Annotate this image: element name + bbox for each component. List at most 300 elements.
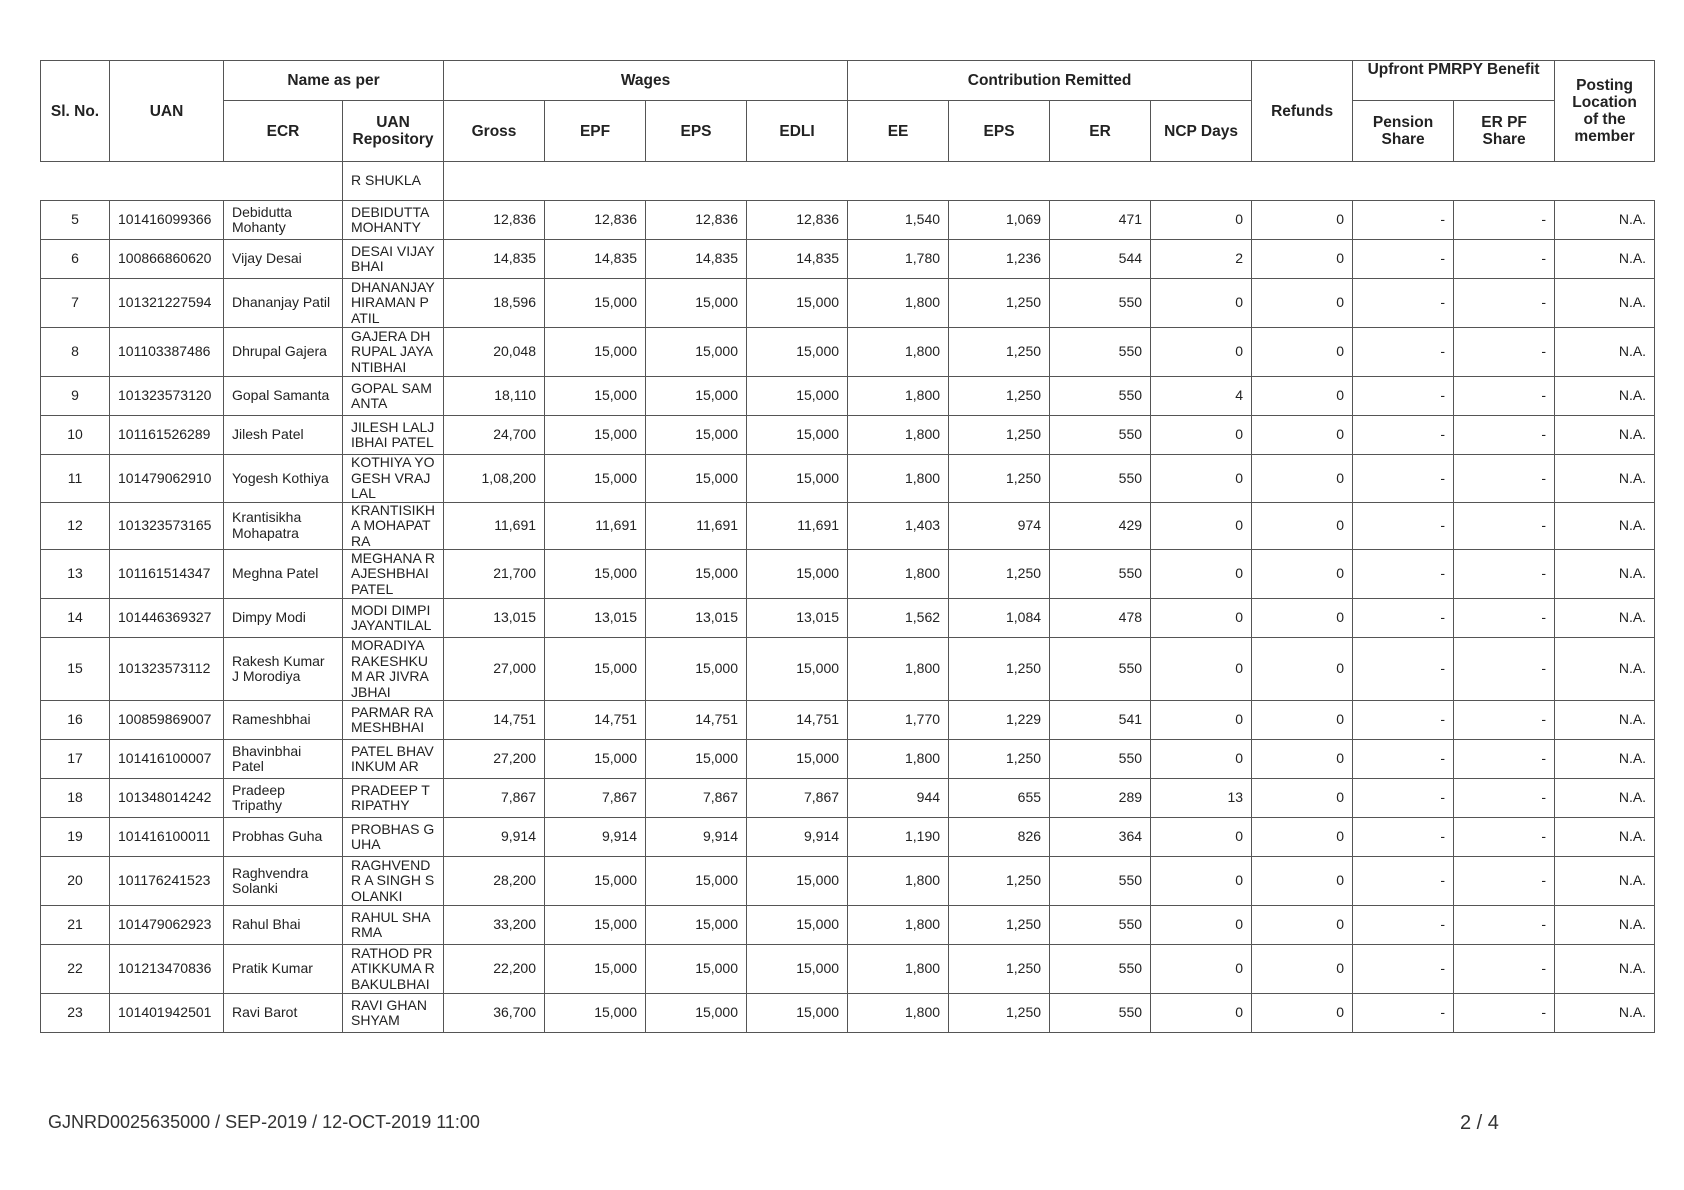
- uan-repository-name-cell: DHANANJAY HIRAMAN PATIL: [343, 279, 444, 328]
- pension-share-cell: -: [1353, 994, 1454, 1033]
- uan-cell: 101323573165: [110, 502, 224, 550]
- refunds-cell: 0: [1252, 455, 1353, 503]
- ecr-name-cell: Krantisikha Mohapatra: [224, 502, 343, 550]
- er-pf-share-cell: -: [1454, 599, 1555, 638]
- eps-contribution-cell: 1,250: [949, 906, 1050, 945]
- eps-contribution-cell: 1,069: [949, 201, 1050, 240]
- posting-location-cell: N.A.: [1555, 740, 1655, 779]
- table-row: [41, 550, 1655, 599]
- eps-contribution-cell: 1,250: [949, 857, 1050, 906]
- eps-wages-cell: 15,000: [646, 416, 747, 455]
- ecr-name-cell: Vijay Desai: [224, 240, 343, 279]
- er-contribution-cell: 550: [1050, 945, 1151, 994]
- epf-wages-cell: 13,015: [545, 599, 646, 638]
- ee-contribution-cell: 1,800: [848, 906, 949, 945]
- sl-no-cell: 21: [41, 906, 110, 945]
- uan-cell: 100866860620: [110, 240, 224, 279]
- refunds-cell: 0: [1252, 906, 1353, 945]
- er-pf-share-cell: -: [1454, 994, 1555, 1033]
- pension-share-cell: -: [1353, 599, 1454, 638]
- edli-wages-cell: 15,000: [747, 550, 848, 599]
- header-wages: Wages: [444, 61, 848, 101]
- ncp-days-cell: 13: [1151, 779, 1252, 818]
- refunds-cell: 0: [1252, 857, 1353, 906]
- table-row: [41, 599, 1655, 638]
- refunds-cell: 0: [1252, 416, 1353, 455]
- header-ee: EE: [848, 101, 949, 162]
- uan-cell: 101348014242: [110, 779, 224, 818]
- edli-wages-cell: 9,914: [747, 818, 848, 857]
- er-pf-share-cell: -: [1454, 638, 1555, 701]
- ncp-days-cell: 0: [1151, 818, 1252, 857]
- pension-share-cell: -: [1353, 416, 1454, 455]
- pension-share-cell: -: [1353, 740, 1454, 779]
- er-contribution-cell: 550: [1050, 857, 1151, 906]
- er-pf-share-cell: -: [1454, 240, 1555, 279]
- posting-location-cell: N.A.: [1555, 502, 1655, 550]
- gross-wages-cell: 12,836: [444, 201, 545, 240]
- refunds-cell: 0: [1252, 550, 1353, 599]
- posting-location-cell: N.A.: [1555, 377, 1655, 416]
- header-eps-contribution: EPS: [949, 101, 1050, 162]
- eps-wages-cell: 15,000: [646, 857, 747, 906]
- ee-contribution-cell: 1,800: [848, 638, 949, 701]
- ee-contribution-cell: 1,403: [848, 502, 949, 550]
- epf-wages-cell: 14,751: [545, 701, 646, 740]
- er-pf-share-cell: -: [1454, 377, 1555, 416]
- eps-contribution-cell: 1,250: [949, 994, 1050, 1033]
- er-contribution-cell: 550: [1050, 994, 1151, 1033]
- epf-wages-cell: 9,914: [545, 818, 646, 857]
- pension-share-cell: -: [1353, 550, 1454, 599]
- ncp-days-cell: 0: [1151, 599, 1252, 638]
- ecr-name-cell: Pratik Kumar: [224, 945, 343, 994]
- ee-contribution-cell: 1,800: [848, 416, 949, 455]
- ecr-name-cell: Rameshbhai: [224, 701, 343, 740]
- eps-contribution-cell: 1,250: [949, 328, 1050, 377]
- pension-share-cell: -: [1353, 455, 1454, 503]
- uan-cell: 101479062923: [110, 906, 224, 945]
- gross-wages-cell: 28,200: [444, 857, 545, 906]
- er-pf-share-cell: -: [1454, 502, 1555, 550]
- er-contribution-cell: 550: [1050, 740, 1151, 779]
- uan-repository-name-cell: PROBHAS GUHA: [343, 818, 444, 857]
- eps-wages-cell: 15,000: [646, 740, 747, 779]
- ee-contribution-cell: 1,800: [848, 550, 949, 599]
- eps-wages-cell: 7,867: [646, 779, 747, 818]
- table-row: [41, 857, 1655, 906]
- eps-contribution-cell: 1,250: [949, 455, 1050, 503]
- table-row: [41, 279, 1655, 328]
- epf-wages-cell: 15,000: [545, 550, 646, 599]
- er-contribution-cell: 364: [1050, 818, 1151, 857]
- eps-contribution-cell: 1,229: [949, 701, 1050, 740]
- table-row: [41, 994, 1655, 1033]
- ee-contribution-cell: 1,800: [848, 857, 949, 906]
- header-er-pf-share: ER PF Share: [1454, 101, 1555, 162]
- eps-contribution-cell: 1,250: [949, 416, 1050, 455]
- ecr-name-cell: Yogesh Kothiya: [224, 455, 343, 503]
- gross-wages-cell: 7,867: [444, 779, 545, 818]
- er-pf-share-cell: -: [1454, 701, 1555, 740]
- uan-cell: 101321227594: [110, 279, 224, 328]
- ee-contribution-cell: 1,780: [848, 240, 949, 279]
- pension-share-cell: -: [1353, 779, 1454, 818]
- sl-no-cell: 5: [41, 201, 110, 240]
- sl-no-cell: 18: [41, 779, 110, 818]
- er-pf-share-cell: -: [1454, 279, 1555, 328]
- pension-share-cell: -: [1353, 945, 1454, 994]
- ecr-name-cell: Debidutta Mohanty: [224, 201, 343, 240]
- posting-location-cell: N.A.: [1555, 857, 1655, 906]
- uan-repository-name-cell: PRADEEP TRIPATHY: [343, 779, 444, 818]
- uan-repository-name-cell: RAVI GHANSHYAM: [343, 994, 444, 1033]
- edli-wages-cell: 15,000: [747, 328, 848, 377]
- posting-location-cell: N.A.: [1555, 599, 1655, 638]
- uan-repository-name-cell: DEBIDUTTA MOHANTY: [343, 201, 444, 240]
- table-row: [41, 818, 1655, 857]
- table-row: [41, 945, 1655, 994]
- ncp-days-cell: 0: [1151, 701, 1252, 740]
- sl-no-cell: 8: [41, 328, 110, 377]
- epf-wages-cell: 15,000: [545, 377, 646, 416]
- ee-contribution-cell: 1,562: [848, 599, 949, 638]
- uan-cell: 101416100007: [110, 740, 224, 779]
- er-contribution-cell: 550: [1050, 328, 1151, 377]
- header-contribution-remitted: Contribution Remitted: [848, 61, 1252, 101]
- eps-contribution-cell: 1,250: [949, 945, 1050, 994]
- epf-wages-cell: 11,691: [545, 502, 646, 550]
- posting-location-cell: N.A.: [1555, 279, 1655, 328]
- table-row: [41, 201, 1655, 240]
- eps-contribution-cell: 1,250: [949, 550, 1050, 599]
- ecr-name-cell: Bhavinbhai Patel: [224, 740, 343, 779]
- edli-wages-cell: 15,000: [747, 279, 848, 328]
- gross-wages-cell: 21,700: [444, 550, 545, 599]
- gross-wages-cell: 18,596: [444, 279, 545, 328]
- refunds-cell: 0: [1252, 279, 1353, 328]
- edli-wages-cell: 15,000: [747, 638, 848, 701]
- refunds-cell: 0: [1252, 701, 1353, 740]
- ecr-contribution-table: [40, 60, 1655, 1033]
- edli-wages-cell: 14,835: [747, 240, 848, 279]
- gross-wages-cell: 13,015: [444, 599, 545, 638]
- ecr-name-cell: Probhas Guha: [224, 818, 343, 857]
- refunds-cell: 0: [1252, 201, 1353, 240]
- eps-contribution-cell: 1,250: [949, 377, 1050, 416]
- edli-wages-cell: 15,000: [747, 994, 848, 1033]
- pension-share-cell: -: [1353, 638, 1454, 701]
- posting-location-cell: N.A.: [1555, 328, 1655, 377]
- gross-wages-cell: 27,000: [444, 638, 545, 701]
- er-contribution-cell: 471: [1050, 201, 1151, 240]
- gross-wages-cell: 27,200: [444, 740, 545, 779]
- ee-contribution-cell: 1,190: [848, 818, 949, 857]
- eps-wages-cell: 15,000: [646, 328, 747, 377]
- sl-no-cell: 10: [41, 416, 110, 455]
- gross-wages-cell: 9,914: [444, 818, 545, 857]
- eps-wages-cell: 15,000: [646, 455, 747, 503]
- sl-no-cell: 15: [41, 638, 110, 701]
- ncp-days-cell: 0: [1151, 906, 1252, 945]
- er-contribution-cell: 550: [1050, 550, 1151, 599]
- uan-repository-name-cell: KRANTISIKHA MOHAPATRA: [343, 502, 444, 550]
- ecr-name-cell: Rakesh Kumar J Morodiya: [224, 638, 343, 701]
- ncp-days-cell: 0: [1151, 328, 1252, 377]
- epf-wages-cell: 15,000: [545, 994, 646, 1033]
- ncp-days-cell: 0: [1151, 279, 1252, 328]
- epf-wages-cell: 15,000: [545, 945, 646, 994]
- er-pf-share-cell: -: [1454, 857, 1555, 906]
- eps-wages-cell: 14,751: [646, 701, 747, 740]
- epf-wages-cell: 7,867: [545, 779, 646, 818]
- header-epf: EPF: [545, 101, 646, 162]
- epf-wages-cell: 15,000: [545, 740, 646, 779]
- er-contribution-cell: 550: [1050, 377, 1151, 416]
- header-gross: Gross: [444, 101, 545, 162]
- er-contribution-cell: 550: [1050, 416, 1151, 455]
- refunds-cell: 0: [1252, 638, 1353, 701]
- gross-wages-cell: 11,691: [444, 502, 545, 550]
- header-edli: EDLI: [747, 101, 848, 162]
- gross-wages-cell: 14,835: [444, 240, 545, 279]
- ncp-days-cell: 0: [1151, 502, 1252, 550]
- sl-no-cell: 13: [41, 550, 110, 599]
- ecr-name-cell: Meghna Patel: [224, 550, 343, 599]
- gross-wages-cell: 22,200: [444, 945, 545, 994]
- pension-share-cell: -: [1353, 857, 1454, 906]
- ecr-name-cell: Ravi Barot: [224, 994, 343, 1033]
- ncp-days-cell: 0: [1151, 550, 1252, 599]
- header-sl-no: Sl. No.: [41, 61, 110, 162]
- uan-cell: 101479062910: [110, 455, 224, 503]
- sl-no-cell: 22: [41, 945, 110, 994]
- eps-wages-cell: 15,000: [646, 638, 747, 701]
- uan-repository-name-cell: KOTHIYA YOGESH VRAJLAL: [343, 455, 444, 503]
- refunds-cell: 0: [1252, 502, 1353, 550]
- pension-share-cell: -: [1353, 279, 1454, 328]
- eps-wages-cell: 15,000: [646, 994, 747, 1033]
- ncp-days-cell: 0: [1151, 201, 1252, 240]
- er-pf-share-cell: -: [1454, 550, 1555, 599]
- sl-no-cell: 17: [41, 740, 110, 779]
- er-pf-share-cell: -: [1454, 906, 1555, 945]
- refunds-cell: 0: [1252, 740, 1353, 779]
- edli-wages-cell: 7,867: [747, 779, 848, 818]
- sl-no-cell: 23: [41, 994, 110, 1033]
- refunds-cell: 0: [1252, 994, 1353, 1033]
- er-contribution-cell: 429: [1050, 502, 1151, 550]
- refunds-cell: 0: [1252, 377, 1353, 416]
- refunds-cell: 0: [1252, 818, 1353, 857]
- er-pf-share-cell: -: [1454, 945, 1555, 994]
- eps-wages-cell: 15,000: [646, 279, 747, 328]
- pension-share-cell: -: [1353, 377, 1454, 416]
- er-contribution-cell: 550: [1050, 638, 1151, 701]
- eps-wages-cell: 9,914: [646, 818, 747, 857]
- table-row: [41, 740, 1655, 779]
- ecr-name-cell: Pradeep Tripathy: [224, 779, 343, 818]
- ncp-days-cell: 0: [1151, 416, 1252, 455]
- refunds-cell: 0: [1252, 328, 1353, 377]
- posting-location-cell: N.A.: [1555, 701, 1655, 740]
- eps-contribution-cell: 1,084: [949, 599, 1050, 638]
- uan-cell: 101401942501: [110, 994, 224, 1033]
- posting-location-cell: N.A.: [1555, 240, 1655, 279]
- epf-wages-cell: 15,000: [545, 455, 646, 503]
- ecr-name-cell: Gopal Samanta: [224, 377, 343, 416]
- eps-wages-cell: 14,835: [646, 240, 747, 279]
- er-contribution-cell: 550: [1050, 279, 1151, 328]
- pension-share-cell: -: [1353, 818, 1454, 857]
- ecr-name-cell: Raghvendra Solanki: [224, 857, 343, 906]
- ncp-days-cell: 0: [1151, 455, 1252, 503]
- sl-no-cell: 9: [41, 377, 110, 416]
- gross-wages-cell: 1,08,200: [444, 455, 545, 503]
- eps-wages-cell: 15,000: [646, 945, 747, 994]
- refunds-cell: 0: [1252, 599, 1353, 638]
- epf-wages-cell: 15,000: [545, 279, 646, 328]
- edli-wages-cell: 15,000: [747, 416, 848, 455]
- eps-contribution-cell: 826: [949, 818, 1050, 857]
- eps-contribution-cell: 1,250: [949, 740, 1050, 779]
- pension-share-cell: -: [1353, 906, 1454, 945]
- uan-cell: 101446369327: [110, 599, 224, 638]
- table-row: [41, 240, 1655, 279]
- header-eps: EPS: [646, 101, 747, 162]
- gross-wages-cell: 20,048: [444, 328, 545, 377]
- header-uan: UAN: [110, 61, 224, 162]
- uan-cell: 101103387486: [110, 328, 224, 377]
- epf-wages-cell: 15,000: [545, 857, 646, 906]
- er-contribution-cell: 541: [1050, 701, 1151, 740]
- eps-wages-cell: 12,836: [646, 201, 747, 240]
- edli-wages-cell: 15,000: [747, 455, 848, 503]
- header-ecr: ECR: [224, 101, 343, 162]
- uan-repository-name-cell: JILESH LALJIBHAI PATEL: [343, 416, 444, 455]
- table-row: [41, 328, 1655, 377]
- gross-wages-cell: 36,700: [444, 994, 545, 1033]
- epf-wages-cell: 15,000: [545, 638, 646, 701]
- edli-wages-cell: 15,000: [747, 906, 848, 945]
- eps-wages-cell: 11,691: [646, 502, 747, 550]
- uan-repository-name-cell: DESAI VIJAYBHAI: [343, 240, 444, 279]
- ecr-name-cell: Jilesh Patel: [224, 416, 343, 455]
- eps-wages-cell: 13,015: [646, 599, 747, 638]
- edli-wages-cell: 11,691: [747, 502, 848, 550]
- eps-wages-cell: 15,000: [646, 550, 747, 599]
- header-posting-location: Posting Location of the member: [1555, 61, 1655, 162]
- ecr-name-cell: Dimpy Modi: [224, 599, 343, 638]
- posting-location-cell: N.A.: [1555, 994, 1655, 1033]
- edli-wages-cell: 15,000: [747, 740, 848, 779]
- sl-no-cell: 7: [41, 279, 110, 328]
- epf-wages-cell: 15,000: [545, 416, 646, 455]
- ncp-days-cell: 0: [1151, 740, 1252, 779]
- eps-contribution-cell: 974: [949, 502, 1050, 550]
- gross-wages-cell: 14,751: [444, 701, 545, 740]
- epf-wages-cell: 12,836: [545, 201, 646, 240]
- ecr-name-cell: Dhrupal Gajera: [224, 328, 343, 377]
- ee-contribution-cell: 1,800: [848, 377, 949, 416]
- ee-contribution-cell: 1,800: [848, 945, 949, 994]
- posting-location-cell: N.A.: [1555, 455, 1655, 503]
- sl-no-cell: 19: [41, 818, 110, 857]
- page-number: 2 / 4: [1460, 1112, 1499, 1134]
- uan-cell: 101161514347: [110, 550, 224, 599]
- posting-location-cell: N.A.: [1555, 818, 1655, 857]
- ncp-days-cell: 4: [1151, 377, 1252, 416]
- uan-cell: 101323573112: [110, 638, 224, 701]
- epf-wages-cell: 15,000: [545, 328, 646, 377]
- continuation-row: [41, 162, 1655, 201]
- posting-location-cell: N.A.: [1555, 779, 1655, 818]
- uan-cell: 101161526289: [110, 416, 224, 455]
- ee-contribution-cell: 1,800: [848, 328, 949, 377]
- table-row: [41, 502, 1655, 550]
- posting-location-cell: N.A.: [1555, 416, 1655, 455]
- ecr-name-cell: Rahul Bhai: [224, 906, 343, 945]
- table-row: [41, 906, 1655, 945]
- gross-wages-cell: 33,200: [444, 906, 545, 945]
- uan-repository-name-cell: RAHUL SHARMA: [343, 906, 444, 945]
- sl-no-cell: 11: [41, 455, 110, 503]
- uan-cell: 100859869007: [110, 701, 224, 740]
- table-row: [41, 455, 1655, 503]
- posting-location-cell: N.A.: [1555, 945, 1655, 994]
- table-row: [41, 416, 1655, 455]
- ee-contribution-cell: 1,770: [848, 701, 949, 740]
- uan-repository-name-cell: PATEL BHAVINKUM AR: [343, 740, 444, 779]
- table-row: [41, 701, 1655, 740]
- er-pf-share-cell: -: [1454, 779, 1555, 818]
- epf-wages-cell: 15,000: [545, 906, 646, 945]
- header-ncp-days: NCP Days: [1151, 101, 1252, 162]
- eps-contribution-cell: 1,236: [949, 240, 1050, 279]
- gross-wages-cell: 18,110: [444, 377, 545, 416]
- er-pf-share-cell: -: [1454, 455, 1555, 503]
- table-row: [41, 779, 1655, 818]
- ee-contribution-cell: 1,800: [848, 279, 949, 328]
- ncp-days-cell: 0: [1151, 994, 1252, 1033]
- edli-wages-cell: 15,000: [747, 377, 848, 416]
- er-pf-share-cell: -: [1454, 416, 1555, 455]
- sl-no-cell: 14: [41, 599, 110, 638]
- ecr-name-cell: Dhananjay Patil: [224, 279, 343, 328]
- uan-cell: 101323573120: [110, 377, 224, 416]
- ee-contribution-cell: 1,540: [848, 201, 949, 240]
- table-row: [41, 377, 1655, 416]
- header-uan-repository: UAN Repository: [343, 101, 444, 162]
- eps-wages-cell: 15,000: [646, 377, 747, 416]
- sl-no-cell: 20: [41, 857, 110, 906]
- er-pf-share-cell: -: [1454, 201, 1555, 240]
- ee-contribution-cell: 944: [848, 779, 949, 818]
- refunds-cell: 0: [1252, 240, 1353, 279]
- eps-wages-cell: 15,000: [646, 906, 747, 945]
- ncp-days-cell: 0: [1151, 857, 1252, 906]
- refunds-cell: 0: [1252, 779, 1353, 818]
- posting-location-cell: N.A.: [1555, 201, 1655, 240]
- er-pf-share-cell: -: [1454, 740, 1555, 779]
- er-contribution-cell: 289: [1050, 779, 1151, 818]
- uan-repository-name-cell: MEGHANA RAJESHBHAI PATEL: [343, 550, 444, 599]
- ncp-days-cell: 0: [1151, 945, 1252, 994]
- er-contribution-cell: 544: [1050, 240, 1151, 279]
- ncp-days-cell: 2: [1151, 240, 1252, 279]
- ee-contribution-cell: 1,800: [848, 740, 949, 779]
- uan-repository-name-cell: GOPAL SAMANTA: [343, 377, 444, 416]
